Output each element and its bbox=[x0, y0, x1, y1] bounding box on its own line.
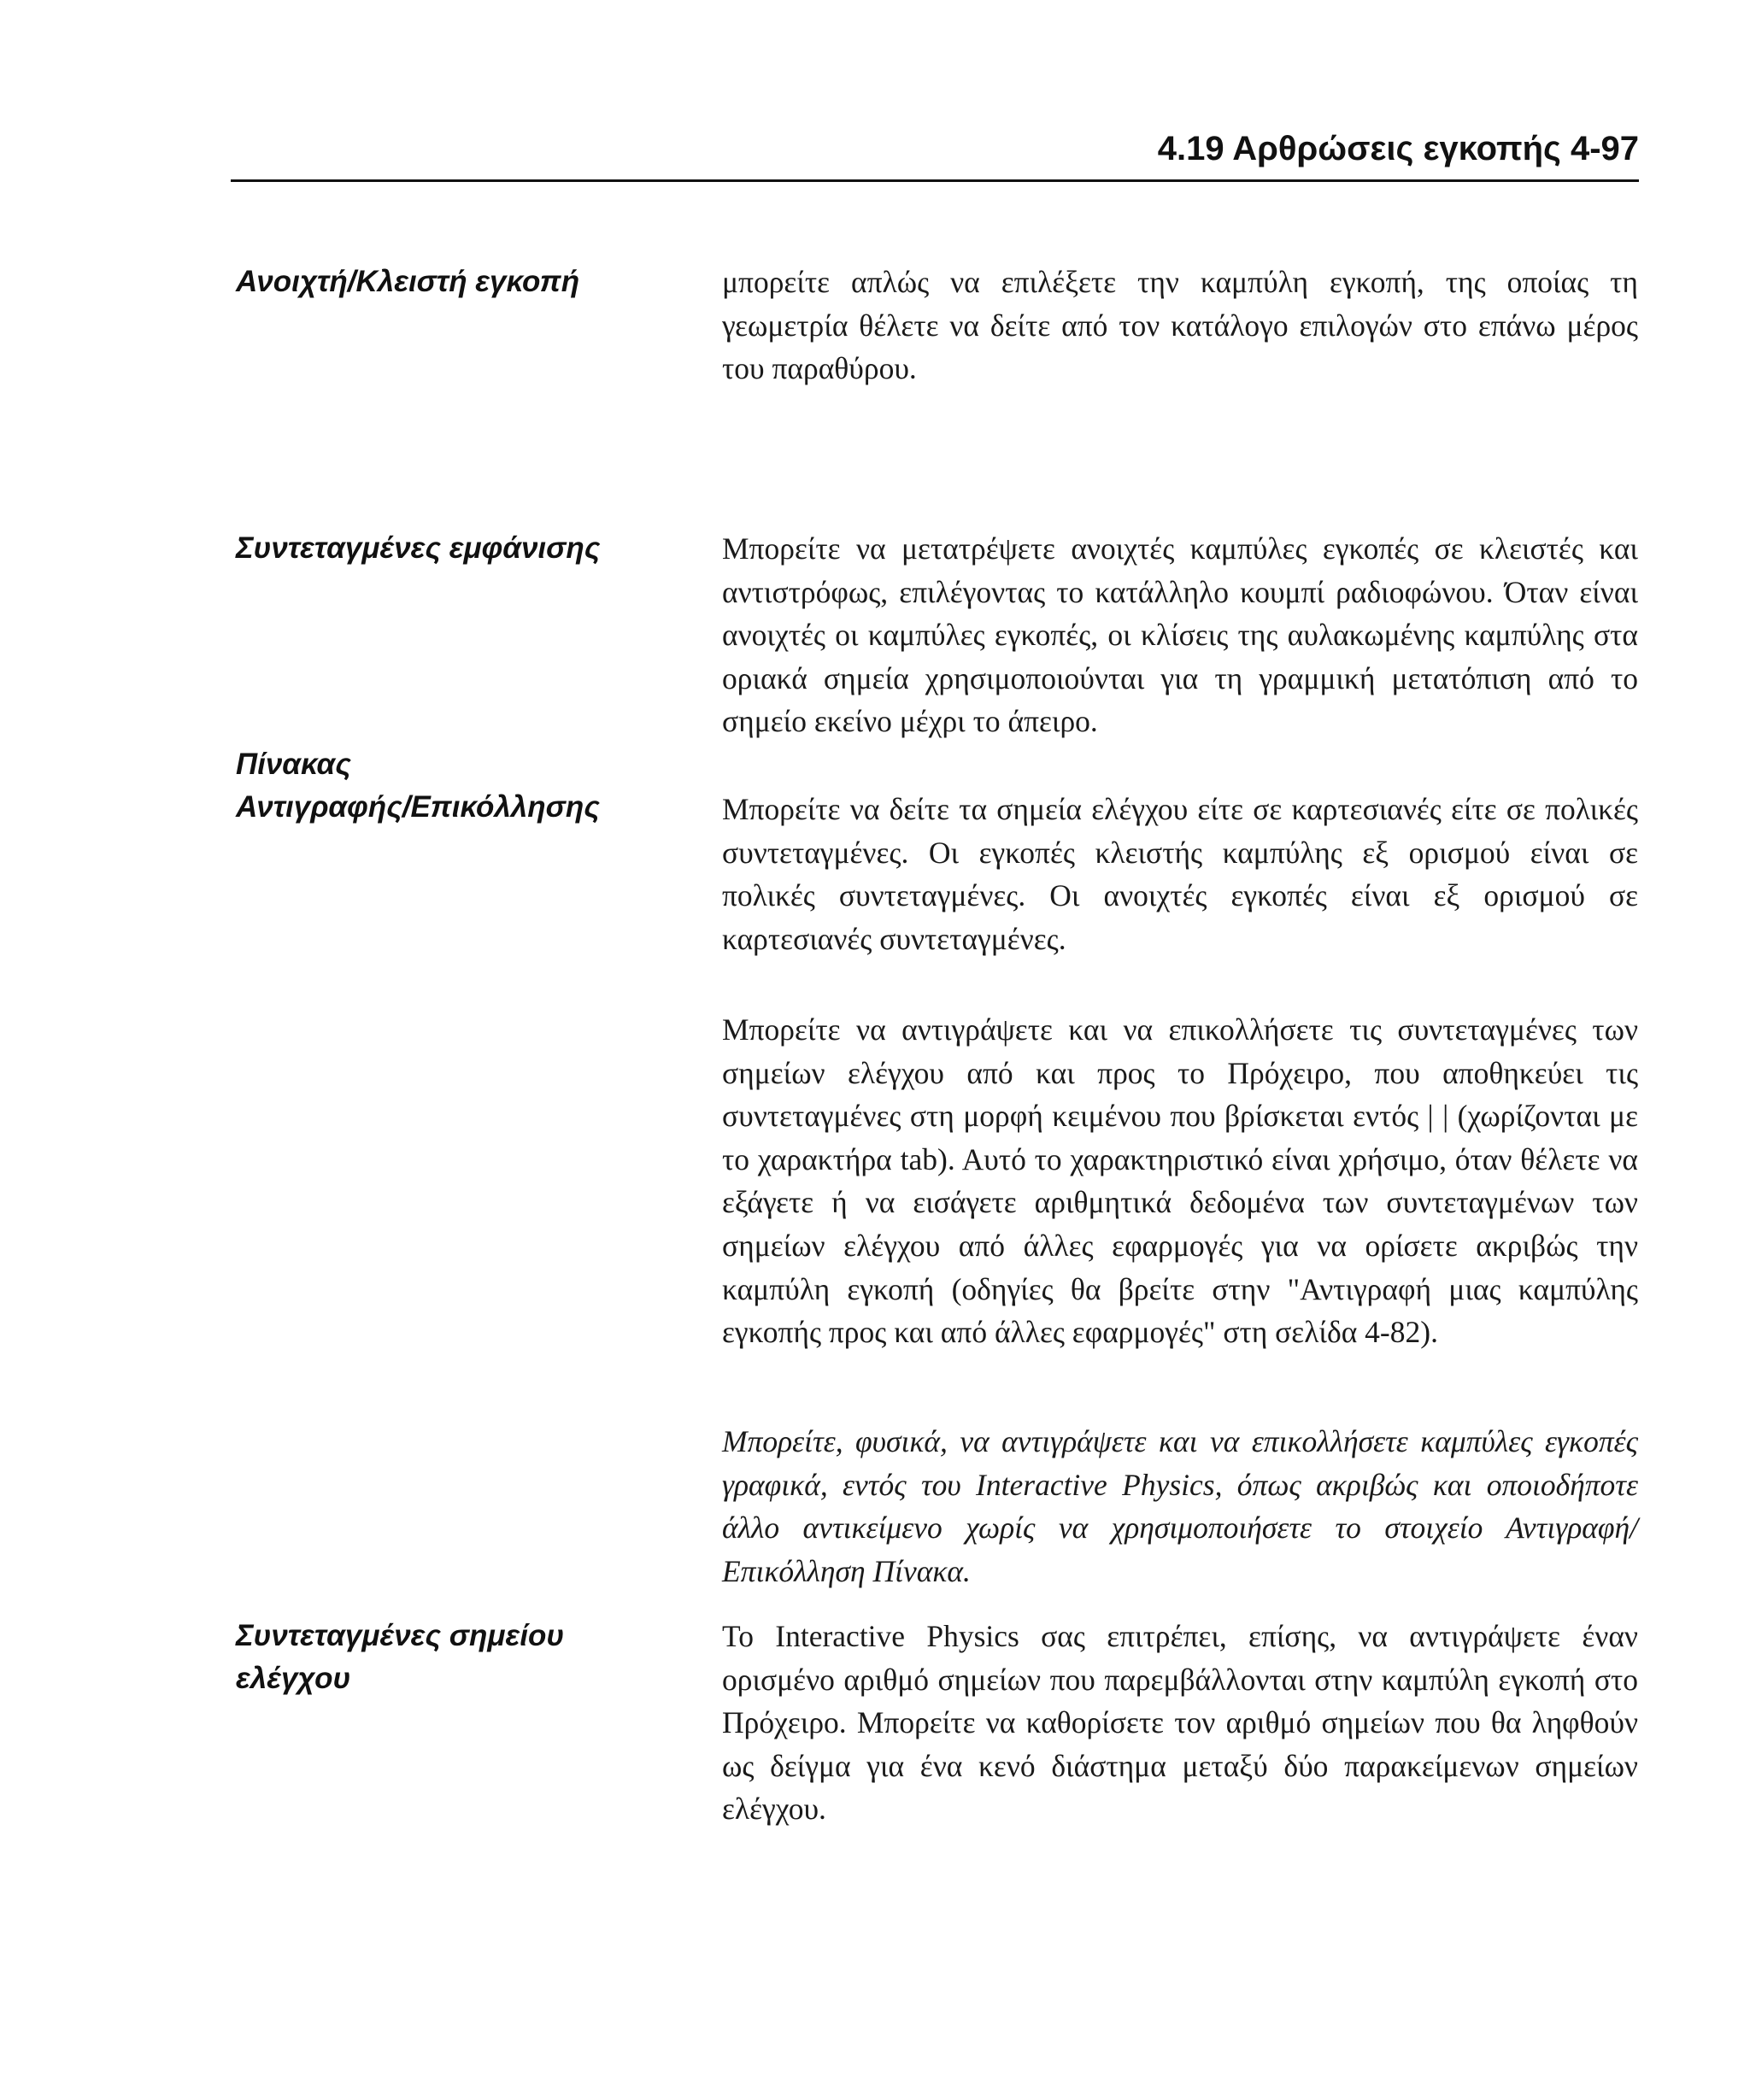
label-copy-paste-table-line2: Αντιγραφής/Επικόλλησης bbox=[236, 790, 600, 824]
label-display-coordinates: Συντεταγμένες εμφάνισης bbox=[236, 531, 601, 565]
paragraph-open-closed: Μπορείτε να μετατρέψετε ανοιχτές καμπύλες εγκοπές σε κλειστές και αντιστρόφως, επιλέγοντας το κατάλληλο κουμπί ραδιοφώνου. Όταν είναι ανοιχτές οι καμπύλες εγκοπές, οι κλίσεις της αυλακωμένης καμπύλης στα οριακά σημεία χρησιμοποιούνται για τη γραμμική μετατόπιση από το σημείο εκείνο μέχρι το άπειρο. bbox=[722, 531, 1638, 739]
label-copy-paste-table-line1: Πίνακας bbox=[236, 748, 351, 781]
running-header: 4.19 Αρθρώσεις εγκοπής 4-97 bbox=[1157, 130, 1639, 167]
label-open-closed-slot: Ανοιχτή/Κλειστή εγκοπή bbox=[236, 265, 580, 298]
paragraph-select-slot: μπορείτε απλώς να επιλέξετε την καμπύλη εγκοπή, της οποίας τη γεωμετρία θέλετε να δείτε από τον κατάλογο επιλογών στο επάνω μέρος του παραθύρου. bbox=[722, 265, 1638, 386]
paragraph-display-coordinates: Μπορείτε να δείτε τα σημεία ελέγχου είτε σε καρτεσιανές είτε σε πολικές συντεταγμένες. Οι εγκοπές κλειστής καμπύλης εξ ορισμού είναι σε πολικές συντεταγμένες. Οι ανοιχτές εγκοπές είναι εξ ορισμού σε καρτεσιανές συντεταγμένες. bbox=[722, 792, 1638, 956]
paragraph-control-point-coordinates: Το Interactive Physics σας επιτρέπει, επίσης, να αντιγράψετε έναν ορισμένο αριθμό σημείων που παρεμβάλλονται στην καμπύλη εγκοπή στο Πρόχειρο. Μπορείτε να καθορίσετε τον αριθμό σημείων που θα ληφθούν ως δείγμα για ένα κενό διάστημα μεταξύ δύο παρακείμενων σημείων ελέγχου. bbox=[722, 1619, 1638, 1827]
label-control-point-coordinates-line2: ελέγχου bbox=[236, 1662, 351, 1695]
paragraph-graphical-copy-note: Μπορείτε, φυσικά, να αντιγράψετε και να επικολλήσετε καμπύλες εγκοπές γραφικά, εντός του Interactive Physics, όπως ακριβώς και οποιοδήποτε άλλο αντικείμενο χωρίς να χρησιμοποιήσετε το στοιχείο Αντιγραφή/Επικόλληση Πίνακα. bbox=[722, 1424, 1638, 1588]
header-rule bbox=[231, 179, 1639, 182]
label-control-point-coordinates-line1: Συντεταγμένες σημείου bbox=[236, 1619, 565, 1652]
paragraph-copy-paste-table: Μπορείτε να αντιγράψετε και να επικολλήσετε τις συντεταγμένες των σημείων ελέγχου από και προς το Πρόχειρο, που αποθηκεύει τις συντεταγμένες στη μορφή κειμένου που βρίσκεται εντός | | (χωρίζονται με το χαρακτήρα tab). Αυτό το χαρακτηριστικό είναι χρήσιμο, όταν θέλετε να εξάγετε ή να εισάγετε αριθμητικά δεδομένα των συντεταγμένων των σημείων ελέγχου από άλλες εφαρμογές για να ορίσετε ακριβώς την καμπύλη εγκοπή (οδηγίες θα βρείτε στην "Αντιγραφή μιας καμπύλης εγκοπής προς και από άλλες εφαρμογές" στη σελίδα 4-82). bbox=[722, 1012, 1638, 1350]
